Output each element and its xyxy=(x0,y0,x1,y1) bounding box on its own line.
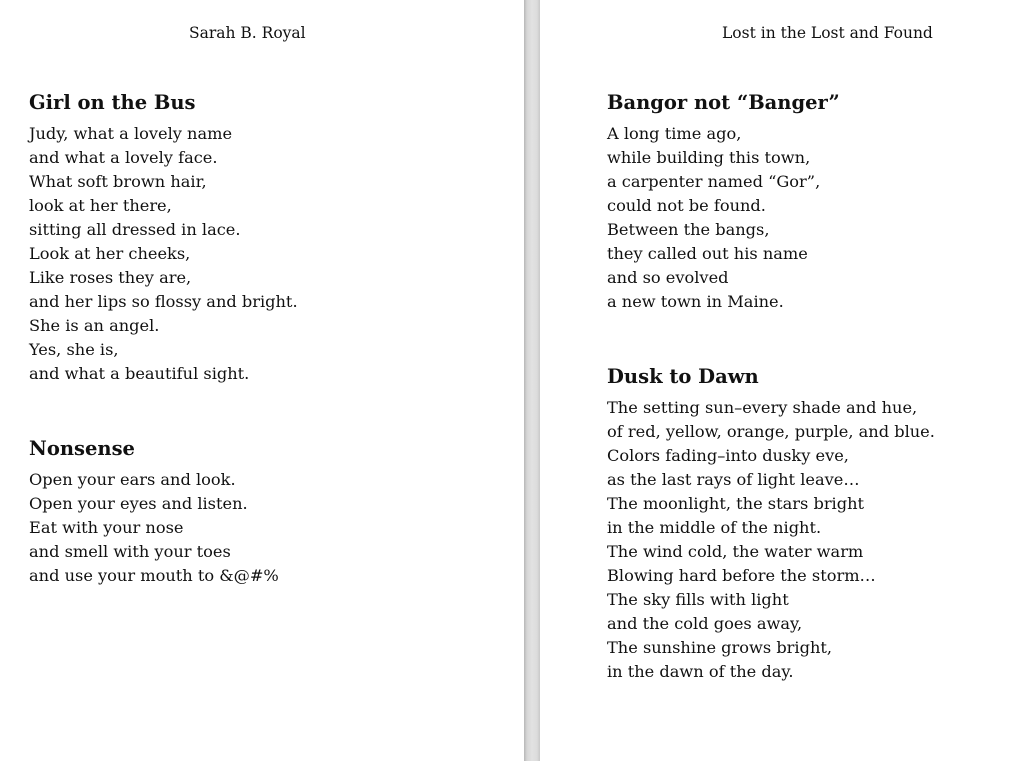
poem-line: and smell with your toes xyxy=(29,542,231,561)
poem-girl-on-the-bus xyxy=(29,90,298,386)
poem-line: She is an angel. xyxy=(29,316,160,335)
poem-nonsense xyxy=(29,436,279,588)
poem-line: The sunshine grows bright, xyxy=(607,638,833,657)
poem-title: Dusk to Dawn xyxy=(607,365,759,388)
poem-title: Bangor not “Banger” xyxy=(607,91,840,114)
running-head-author: Sarah B. Royal xyxy=(189,24,306,42)
poem-line: The moonlight, the stars bright xyxy=(607,494,865,513)
poem-line: and use your mouth to &@#% xyxy=(29,566,279,585)
poem-line: Judy, what a lovely name xyxy=(29,124,233,143)
poem-line: The sky fills with light xyxy=(607,590,789,609)
poem-line: a carpenter named “Gor”, xyxy=(607,172,821,191)
right-page xyxy=(540,0,1023,761)
poem-dusk-to-dawn xyxy=(607,364,935,684)
poem-line: What soft brown hair, xyxy=(29,172,207,191)
poem-line: Open your ears and look. xyxy=(29,470,236,489)
poem-line: of red, yellow, orange, purple, and blue. xyxy=(607,422,935,441)
poem-line: The wind cold, the water warm xyxy=(607,542,864,561)
poem-lines xyxy=(607,122,840,314)
poem-line: Between the bangs, xyxy=(607,220,770,239)
poem-line: The setting sun–every shade and hue, xyxy=(607,398,918,417)
book-spine-divider xyxy=(524,0,540,761)
poem-line: sitting all dressed in lace. xyxy=(29,220,241,239)
poem-title: Girl on the Bus xyxy=(29,91,196,114)
poem-line: Blowing hard before the storm… xyxy=(607,566,876,585)
poem-line: Colors fading–into dusky eve, xyxy=(607,446,849,465)
poem-line: Look at her cheeks, xyxy=(29,244,191,263)
poem-line: could not be found. xyxy=(607,196,766,215)
poem-line: while building this town, xyxy=(607,148,811,167)
poem-lines xyxy=(29,122,298,386)
poem-line: and her lips so flossy and bright. xyxy=(29,292,298,311)
poem-line: Yes, she is, xyxy=(29,340,119,359)
poem-line: in the dawn of the day. xyxy=(607,662,794,681)
poem-lines xyxy=(607,396,935,684)
poem-line: A long time ago, xyxy=(607,124,742,143)
poem-line: they called out his name xyxy=(607,244,808,263)
poem-line: and so evolved xyxy=(607,268,729,287)
poem-bangor-not-banger xyxy=(607,90,840,314)
poem-line: Eat with your nose xyxy=(29,518,184,537)
poem-line: Open your eyes and listen. xyxy=(29,494,248,513)
poem-line: Like roses they are, xyxy=(29,268,192,287)
running-head-book-title: Lost in the Lost and Found xyxy=(722,24,933,42)
poem-lines xyxy=(29,468,279,588)
poem-line: and what a beautiful sight. xyxy=(29,364,250,383)
poem-title: Nonsense xyxy=(29,437,135,460)
poem-line: as the last rays of light leave… xyxy=(607,470,860,489)
poem-line: a new town in Maine. xyxy=(607,292,784,311)
poem-line: and what a lovely face. xyxy=(29,148,218,167)
poem-line: in the middle of the night. xyxy=(607,518,822,537)
poem-line: and the cold goes away, xyxy=(607,614,803,633)
poem-line: look at her there, xyxy=(29,196,172,215)
